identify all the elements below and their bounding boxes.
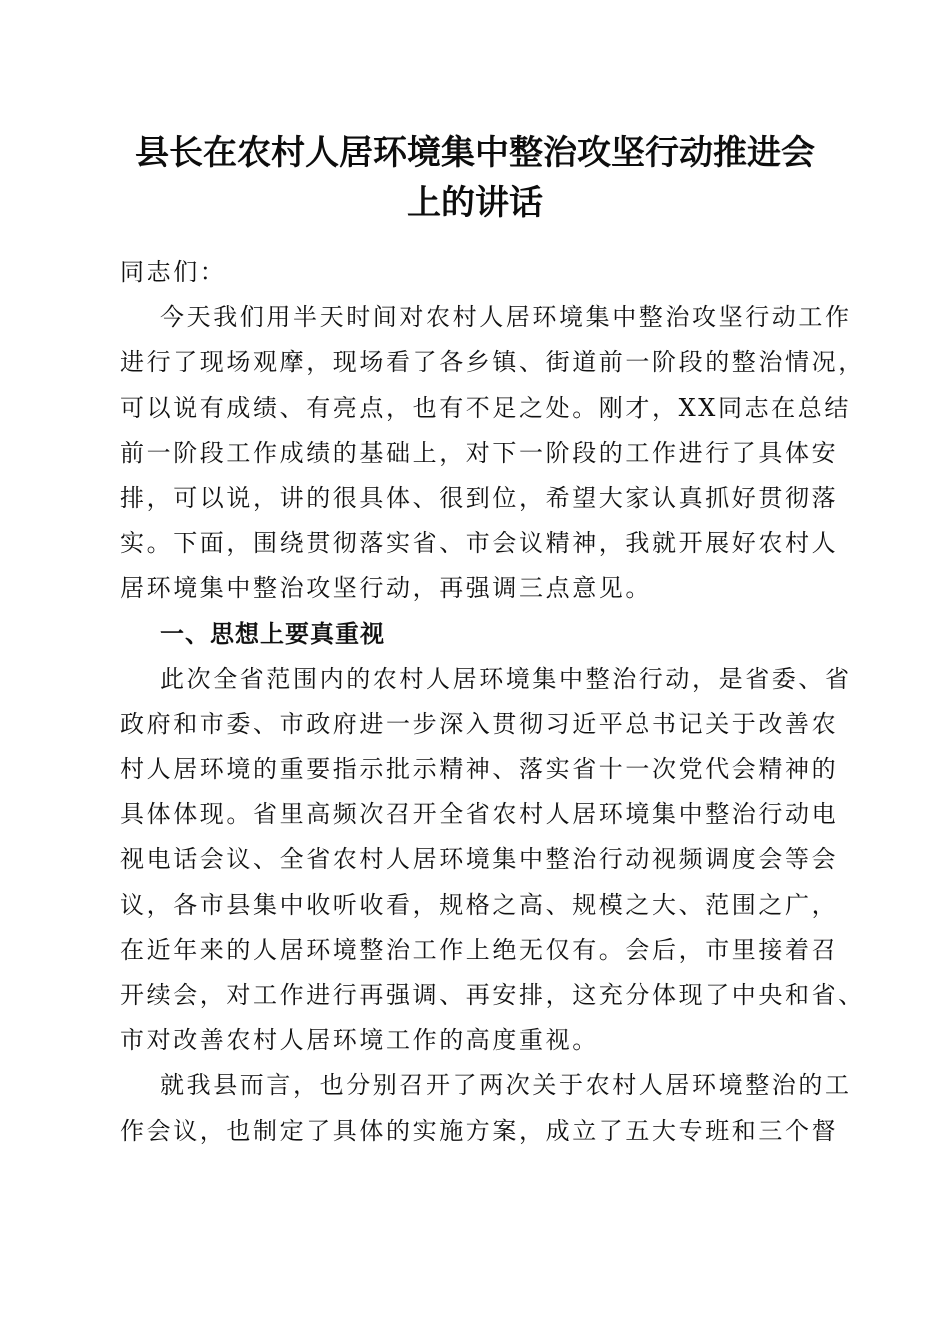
paragraph-line: 进行了现场观摩，现场看了各乡镇、街道前一阶段的整治情况， [120, 348, 865, 377]
paragraph-2 [120, 657, 865, 1064]
paragraph-line: 议，各市县集中收听收看，规格之高、规模之大、范围之广， [120, 890, 839, 919]
paragraph-line: 在近年来的人居环境整治工作上绝无仅有。会后，市里接着召 [120, 935, 839, 964]
paragraph-line: 实。下面，围绕贯彻落实省、市会议精神，我就开展好农村人 [120, 529, 839, 558]
paragraph-line: 政府和市委、市政府进一步深入贯彻习近平总书记关于改善农 [120, 709, 839, 738]
paragraph-1 [120, 295, 865, 611]
paragraph-line: 市对改善农村人居环境工作的高度重视。 [120, 1026, 599, 1055]
salutation: 同志们： [120, 258, 227, 286]
paragraph-line: 排，可以说，讲的很具体、很到位，希望大家认真抓好贯彻落 [120, 483, 839, 512]
document-title [110, 128, 840, 228]
paragraph-line: 视电话会议、全省农村人居环境集中整治行动视频调度会等会 [120, 845, 839, 874]
title-line-1: 县长在农村人居环境集中整治攻坚行动推进会 [135, 133, 815, 173]
paragraph-line: 作会议，也制定了具体的实施方案，成立了五大专班和三个督 [120, 1116, 839, 1145]
paragraph-line: 此次全省范围内的农村人居环境集中整治行动，是省委、省 [160, 664, 852, 693]
section-heading-1: 一、思想上要真重视 [160, 619, 385, 648]
paragraph-line: 村人居环境的重要指示批示精神、落实省十一次党代会精神的 [120, 755, 839, 784]
paragraph-line: 开续会，对工作进行再强调、再安排，这充分体现了中央和省、 [120, 981, 865, 1009]
title-line-2: 上的讲话 [407, 183, 543, 223]
paragraph-line: 前一阶段工作成绩的基础上，对下一阶段的工作进行了具体安 [120, 438, 839, 467]
paragraph-3 [120, 1063, 852, 1153]
document-body [120, 250, 865, 1154]
paragraph-line: 可以说有成绩、有亮点，也有不足之处。刚才，XX同志在总结 [120, 393, 851, 422]
paragraph-line: 今天我们用半天时间对农村人居环境集中整治攻坚行动工作 [160, 303, 852, 332]
paragraph-line: 居环境集中整治攻坚行动，再强调三点意见。 [120, 574, 652, 603]
paragraph-line: 具体体现。省里高频次召开全省农村人居环境集中整治行动电 [120, 800, 839, 829]
paragraph-line: 就我县而言，也分别召开了两次关于农村人居环境整治的工 [160, 1071, 852, 1100]
